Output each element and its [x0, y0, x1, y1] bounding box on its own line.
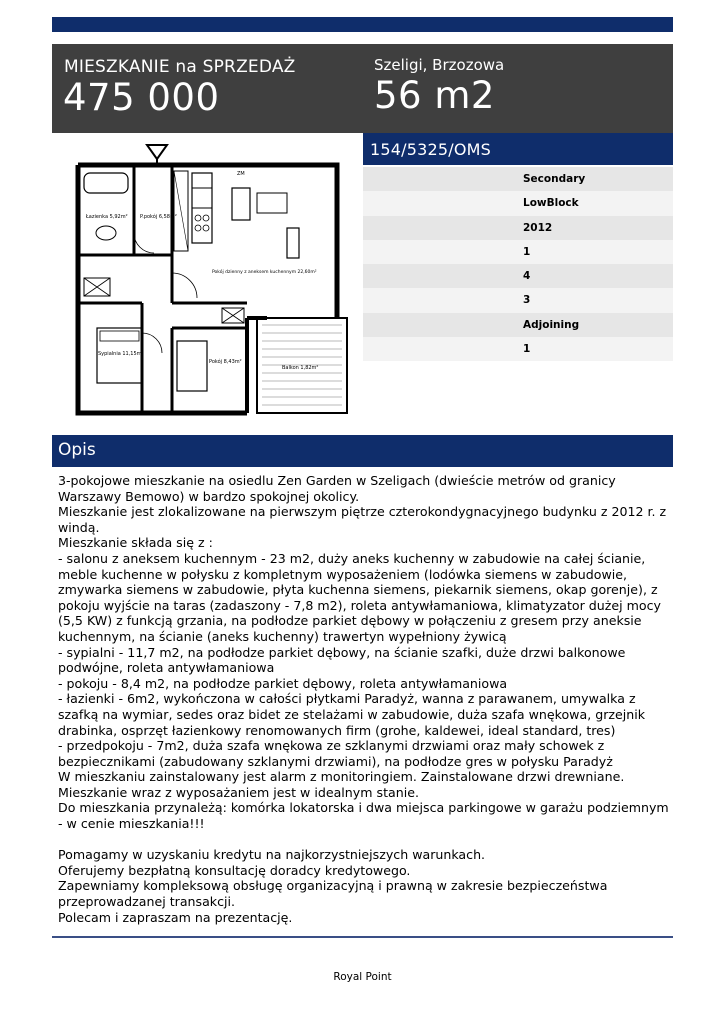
listing-area: 56 m2: [374, 74, 495, 117]
closet-label: ZM: [237, 171, 245, 177]
top-accent-bar: [52, 17, 673, 32]
living-label: Pokój dzienny z aneksem kuchennym 22,60m²: [212, 270, 317, 275]
detail-floor: 1: [523, 245, 531, 258]
detail-row: [363, 264, 673, 288]
bathroom-label: Łazienka 5,92m²: [86, 214, 128, 220]
detail-kitchen: Adjoining: [523, 318, 580, 331]
floor-plan-image: [52, 133, 360, 433]
footer-agency: Royal Point: [333, 971, 392, 983]
listing-price: 475 000: [63, 76, 220, 119]
detail-bathrooms: 1: [523, 343, 531, 356]
detail-row: [363, 216, 673, 240]
listing-header: [52, 44, 673, 133]
details-table: [363, 167, 673, 361]
detail-building-type: LowBlock: [523, 197, 579, 210]
footer-divider: [52, 936, 673, 938]
detail-row: [363, 337, 673, 361]
reference-number: 154/5325/OMS: [370, 140, 491, 159]
detail-row: [363, 288, 673, 312]
reference-bar: [363, 133, 673, 165]
detail-row: [363, 313, 673, 337]
bedroom-label: Sypialnia 11,15m²: [98, 351, 144, 357]
detail-floors-total: 4: [523, 270, 531, 283]
listing-type: MIESZKANIE na SPRZEDAŻ: [64, 57, 296, 77]
hall-label: P.pokój 6,58m²: [140, 214, 177, 220]
detail-row: [363, 191, 673, 215]
detail-market: Secondary: [523, 173, 586, 185]
listing-location: Szeligi, Brzozowa: [374, 56, 505, 74]
detail-row: [363, 167, 673, 191]
detail-row: [363, 240, 673, 264]
detail-rooms: 3: [523, 294, 531, 307]
balcony-label: Balkon 1,82m²: [282, 365, 319, 371]
room-label: Pokój 8,43m²: [209, 359, 242, 365]
description-title: Opis: [58, 440, 96, 460]
description-header: [52, 435, 673, 467]
description-text: 3-pokojowe mieszkanie na osiedlu Zen Garden w Szeligach (dwieście metrów od granicy Warszawy Bemowo) w bardzo spokojnej okolicy. Mieszkanie jest zlokalizowane na pierwszym piętrze czterokondygnacyjnego budynku z 2012 r. z windą. Mieszkanie składa się z : - salonu z aneksem kuchennym - 23 m2, duży aneks kuchenny w zabudowie na całej ścianie, meble kuchenne w połysku z kompletnym wyposażeniem (lodówka siemens w zabudowie, zmywarka siemens w zabudowie, płyta kuchenna siemens, piekarnik siemens, okap gorenje), z pokoju wyjście na taras (zadaszony - 7,8 m2), roleta antywłamaniowa, klimatyzator dużej mocy (5,5 KW) z funkcją grzania, na podłodze parkiet dębowy w połączeniu z gresem przy aneksie kuchennym, na ścianie (aneks kuchenny) trawertyn wypełniony żywicą - sypialni - 11,7 m2, na podłodze parkiet dębowy, na ścianie szafki, duże drzwi balkonowe podwójne, roleta antywłamaniowa - pokoju - 8,4 m2, na podłodze parkiet dębowy, roleta antywłamaniowa - łazienki - 6m2, wykończona w całości płytkami Paradyż, wanna z parawanem, umywalka z szafką na wymiar, sedes oraz bidet ze stelażami w zabudowie, duża szafa wnękowa, grzejnik drabinka, osprzęt łazienkowy renomowanych firm (grohe, kaldewei, ideal standard, tres) - przedpokoju - 7m2, duża szafa wnękowa ze szklanymi drzwiami oraz mały schowek z bezpiecznikami (zabudowany szklanymi drzwiami), na podłodze gres w połysku Paradyż W mieszkaniu zainstalowany jest alarm z monitoringiem. Zainstalowane drzwi drewniane. Mieszkanie wraz z wyposażaniem jest w idealnym stanie. Do mieszkania przynależą: komórka lokatorska i dwa miejsca parkingowe w garażu podziemnym - w cenie mieszkania!!! Pomagamy w uzyskaniu kredytu na najkorzystniejszych warunkach. Oferujemy bezpłatną konsultację doradcy kredytowego. Zapewniamy kompleksową obsługę organizacyjną i prawną w zakresie bezpieczeństwa przeprowadzanej transakcji. Polecam i zapraszam na prezentację.: [58, 473, 669, 925]
detail-year: 2012: [523, 221, 553, 234]
